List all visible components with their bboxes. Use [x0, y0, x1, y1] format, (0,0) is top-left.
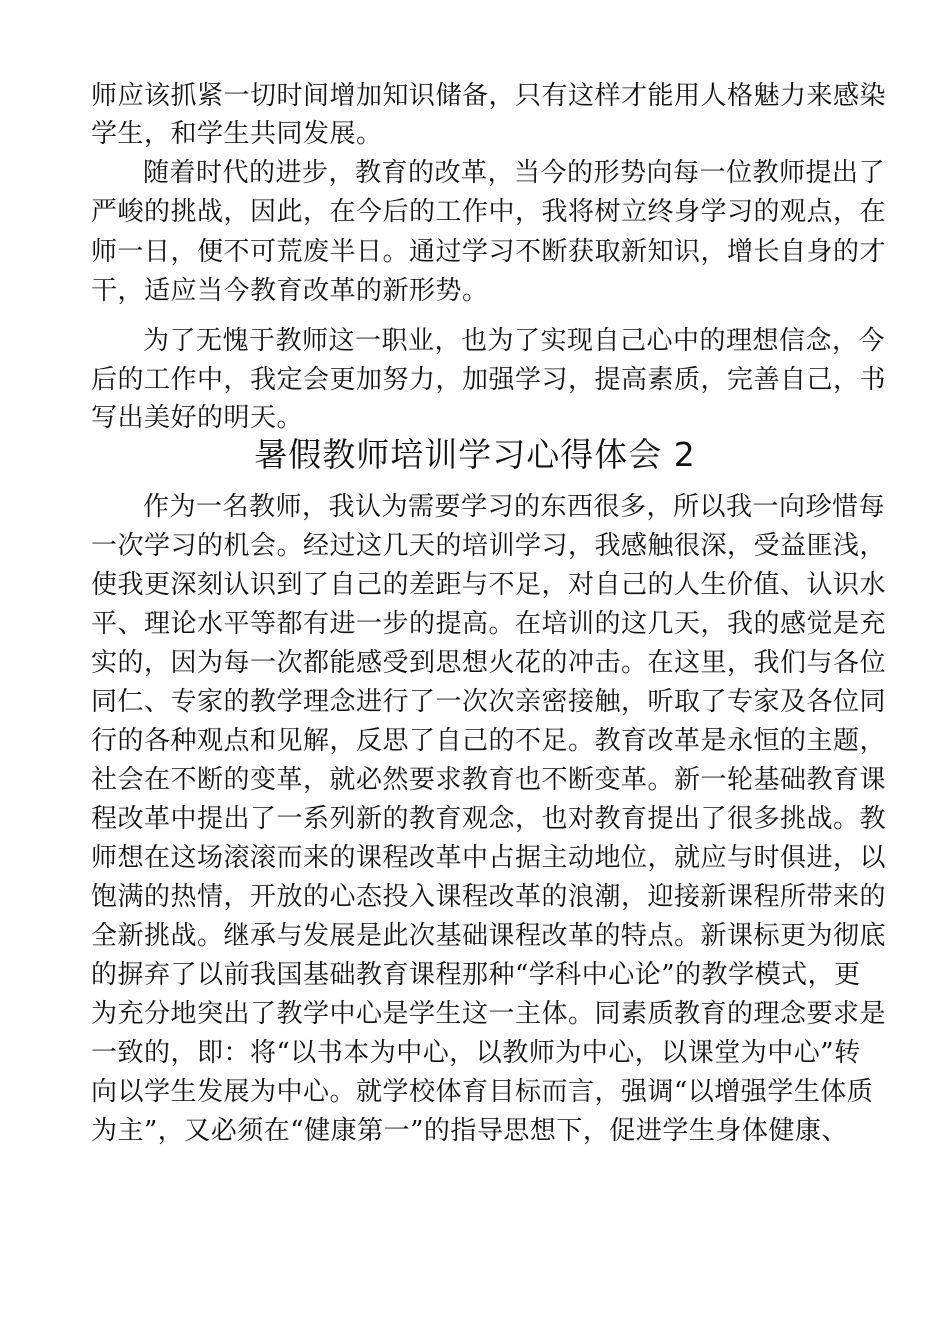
paragraph-line: 一致的，即：将“以书本为中心，以教师为中心，以课堂为中心”转	[91, 1038, 861, 1068]
paragraph-line: 程改革中提出了一系列新的教育观念，也对教育提出了很多挑战。教	[91, 804, 887, 834]
section-title: 暑假教师培训学习心得体会 2	[254, 435, 696, 474]
paragraph-line: 为了无愧于教师这一职业，也为了实现自己心中的理想信念，今	[143, 326, 886, 356]
paragraph-line: 随着时代的进步，教育的改革，当今的形势向每一位教师提出了	[143, 158, 886, 188]
paragraph-line: 使我更深刻认识到了自己的差距与不足，对自己的人生价值、认识水	[91, 570, 887, 600]
paragraph-line: 学生，和学生共同发展。	[91, 119, 383, 149]
paragraph-line: 的摒弃了以前我国基础教育课程那种“学科中心论”的教学模式，更	[91, 960, 861, 990]
paragraph-line: 行的各种观点和见解，反思了自己的不足。教育改革是永恒的主题，	[91, 726, 887, 756]
paragraph-line: 作为一名教师，我认为需要学习的东西很多，所以我一向珍惜每	[143, 492, 886, 522]
paragraph-line: 饱满的热情，开放的心态投入课程改革的浪潮，迎接新课程所带来的	[91, 882, 887, 912]
paragraph-line: 严峻的挑战，因此，在今后的工作中，我将树立终身学习的观点，在	[91, 197, 887, 227]
paragraph-line: 后的工作中，我定会更加努力，加强学习，提高素质，完善自己，书	[91, 365, 887, 395]
paragraph-line: 社会在不断的变革，就必然要求教育也不断变革。新一轮基础教育课	[91, 765, 887, 795]
paragraph-line: 干，适应当今教育改革的新形势。	[91, 276, 489, 306]
paragraph-line: 一次学习的机会。经过这几天的培训学习，我感触很深，受益匪浅，	[91, 531, 887, 561]
paragraph-line: 全新挑战。继承与发展是此次基础课程改革的特点。新课标更为彻底	[91, 921, 887, 951]
paragraph-line: 实的，因为每一次都能感受到思想火花的冲击。在这里，我们与各位	[91, 648, 887, 678]
paragraph-line: 平、理论水平等都有进一步的提高。在培训的这几天，我的感觉是充	[91, 609, 887, 639]
paragraph-line: 向以学生发展为中心。就学校体育目标而言，强调“以增强学生体质	[91, 1077, 874, 1107]
paragraph-line: 师想在这场滚滚而来的课程改革中占据主动地位，就应与时俱进，以	[91, 843, 887, 873]
paragraph-line: 为主”，又必须在“健康第一”的指导思想下，促进学生身体健康、	[91, 1116, 848, 1146]
paragraph-line: 师应该抓紧一切时间增加知识储备，只有这样才能用人格魅力来感染	[91, 81, 887, 111]
paragraph-line: 为充分地突出了教学中心是学生这一主体。同素质教育的理念要求是	[91, 999, 887, 1029]
paragraph-line: 写出美好的明天。	[91, 403, 304, 433]
paragraph-line: 同仁、专家的教学理念进行了一次次亲密接触，听取了专家及各位同	[91, 687, 887, 717]
paragraph-line: 师一日，便不可荒废半日。通过学习不断获取新知识，增长自身的才	[91, 237, 887, 267]
